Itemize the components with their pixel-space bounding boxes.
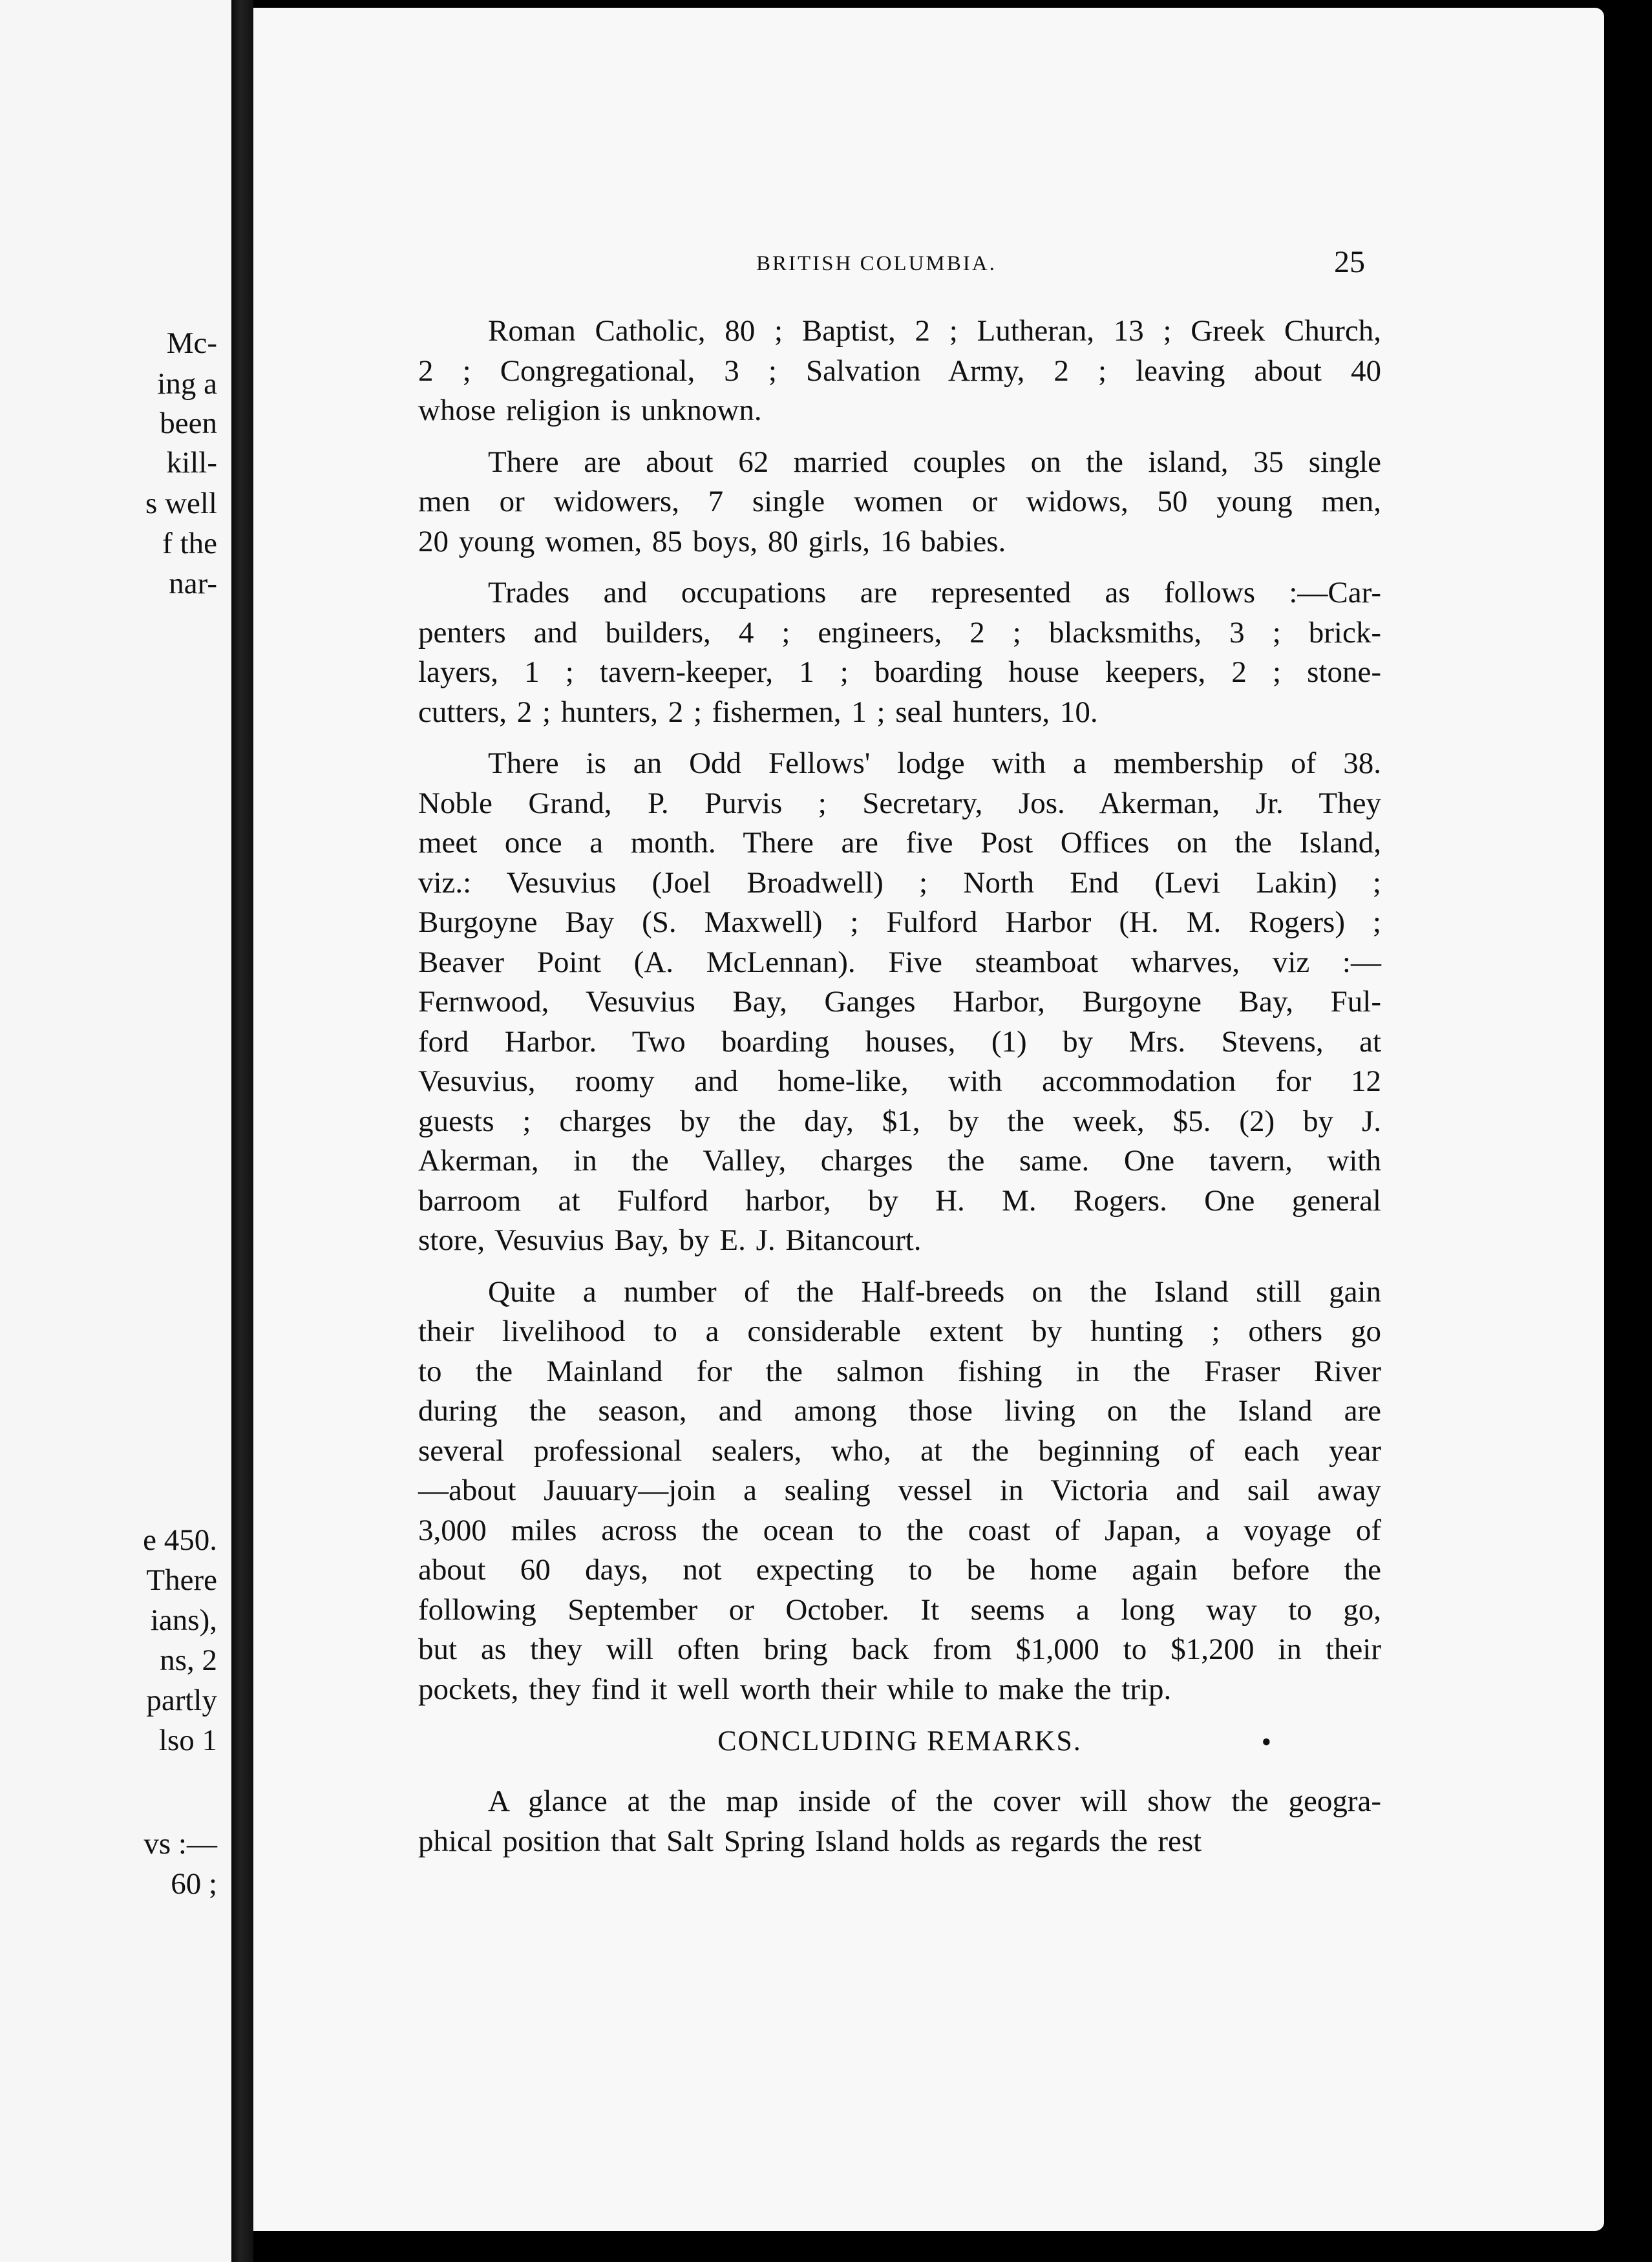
text-line: to the Mainland for the salmon fishing in the Fraser River (418, 1354, 1381, 1388)
text-line: layers, 1 ; tavern-keeper, 1 ; boarding house keepers, 2 ; stone- (418, 655, 1381, 689)
text-line: Vesuvius, roomy and home-like, with accommodation for 12 (418, 1064, 1381, 1098)
left-page-line: Mc- (166, 326, 217, 360)
text-line: during the season, and among those living on the Island are (418, 1394, 1381, 1428)
text-line: 2 ; Congregational, 3 ; Salvation Army, 2 ; leaving about 40 (418, 354, 1381, 388)
page-number: 25 (1334, 245, 1365, 279)
text-line: ford Harbor. Two boarding houses, (1) by Mrs. Stevens, at (418, 1024, 1381, 1059)
text-line: Noble Grand, P. Purvis ; Secretary, Jos. Akerman, Jr. They (418, 786, 1381, 820)
heading-bullet: • (1261, 1726, 1273, 1758)
text-line: —about Jauuary—join a sealing vessel in Victoria and sail away (418, 1474, 1381, 1507)
text-line: cutters, 2 ; hunters, 2 ; fishermen, 1 ; seal hunters, 10. (418, 695, 1098, 729)
book-gutter (231, 0, 253, 2262)
running-head: BRITISH COLUMBIA. (756, 252, 997, 275)
closing-paragraph-container (418, 1782, 1381, 1861)
body-paragraph (418, 744, 1381, 1261)
text-line: 3,000 miles across the ocean to the coast of Japan, a voyage of (418, 1513, 1381, 1547)
section-heading-text: CONCLUDING REMARKS. (717, 1725, 1082, 1757)
text-line: viz.: Vesuvius (Joel Broadwell) ; North End (Levi Lakin) ; (418, 865, 1381, 900)
closing-paragraph (418, 1782, 1381, 1861)
text-line: 20 young women, 85 boys, 80 girls, 16 babies. (418, 524, 1006, 558)
text-line: phical position that Salt Spring Island holds as regards the rest (418, 1824, 1202, 1858)
left-page-line: nar- (169, 567, 217, 600)
left-page-line: lso 1 (158, 1724, 217, 1757)
text-line: penters and builders, 4 ; engineers, 2 ; blacksmiths, 3 ; brick- (418, 615, 1381, 650)
text-line: Trades and occupations are represented as follows :—Car- (488, 576, 1381, 609)
left-page-line: 60 ; (171, 1867, 217, 1901)
left-page-line: ns, 2 (160, 1644, 217, 1677)
body-paragraph (418, 443, 1381, 562)
left-page-line: been (160, 407, 217, 440)
left-page-line: ians), (150, 1603, 217, 1637)
text-line: about 60 days, not expecting to be home again before the (418, 1553, 1381, 1587)
book-page (253, 8, 1604, 2231)
text-line: guests ; charges by the day, $1, by the week, $5. (2) by J. (418, 1104, 1381, 1138)
text-line: There is an Odd Fellows' lodge with a membership of 38. (488, 746, 1381, 780)
body-paragraph (418, 573, 1381, 732)
text-line: Roman Catholic, 80 ; Baptist, 2 ; Lutheran, 13 ; Greek Church, (488, 314, 1381, 348)
text-line: There are about 62 married couples on the island, 35 single (488, 445, 1381, 479)
body-paragraph (418, 312, 1381, 431)
text-line: store, Vesuvius Bay, by E. J. Bitancourt. (418, 1223, 922, 1257)
body-paragraphs (418, 312, 1381, 1709)
body-paragraph (418, 1273, 1381, 1710)
section-heading (418, 1725, 1381, 1757)
page-body (418, 312, 1381, 1873)
left-page-line: e 450. (143, 1523, 217, 1557)
text-line: their livelihood to a considerable extent by hunting ; others go (418, 1315, 1381, 1348)
left-page-line: There (146, 1563, 217, 1597)
left-page-line: ing a (157, 367, 217, 401)
text-line: Quite a number of the Half-breeds on the Island still gain (488, 1274, 1381, 1309)
text-line: barroom at Fulford harbor, by H. M. Rogers. One general (418, 1183, 1381, 1218)
text-line: several professional sealers, who, at the beginning of each year (418, 1433, 1381, 1468)
left-page-line: partly (146, 1684, 217, 1717)
left-page-line: kill- (166, 446, 217, 480)
text-line: Fernwood, Vesuvius Bay, Ganges Harbor, Burgoyne Bay, Ful- (418, 985, 1381, 1019)
text-line: Burgoyne Bay (S. Maxwell) ; Fulford Harbor (H. M. Rogers) ; (418, 905, 1381, 939)
text-line: pockets, they find it well worth their while to make the trip. (418, 1672, 1172, 1706)
text-line: men or widowers, 7 single women or widows, 50 young men, (418, 485, 1381, 518)
text-line: following September or October. It seems a long way to go, (418, 1592, 1381, 1627)
text-line: A glance at the map inside of the cover will show the geogra- (488, 1784, 1381, 1818)
left-page-line: vs :— (143, 1827, 217, 1861)
text-line: Akerman, in the Valley, charges the same. One tavern, with (418, 1144, 1381, 1178)
left-page-line: s well (145, 487, 217, 520)
previous-page-fragment (0, 0, 231, 2262)
text-line: Beaver Point (A. McLennan). Five steamboat wharves, viz :— (418, 945, 1381, 979)
text-line: whose religion is unknown. (418, 394, 762, 427)
text-line: but as they will often bring back from $1,000 to $1,200 in their (418, 1633, 1381, 1666)
left-page-line: f the (162, 527, 217, 560)
text-line: meet once a month. There are five Post Offices on the Island, (418, 826, 1381, 860)
